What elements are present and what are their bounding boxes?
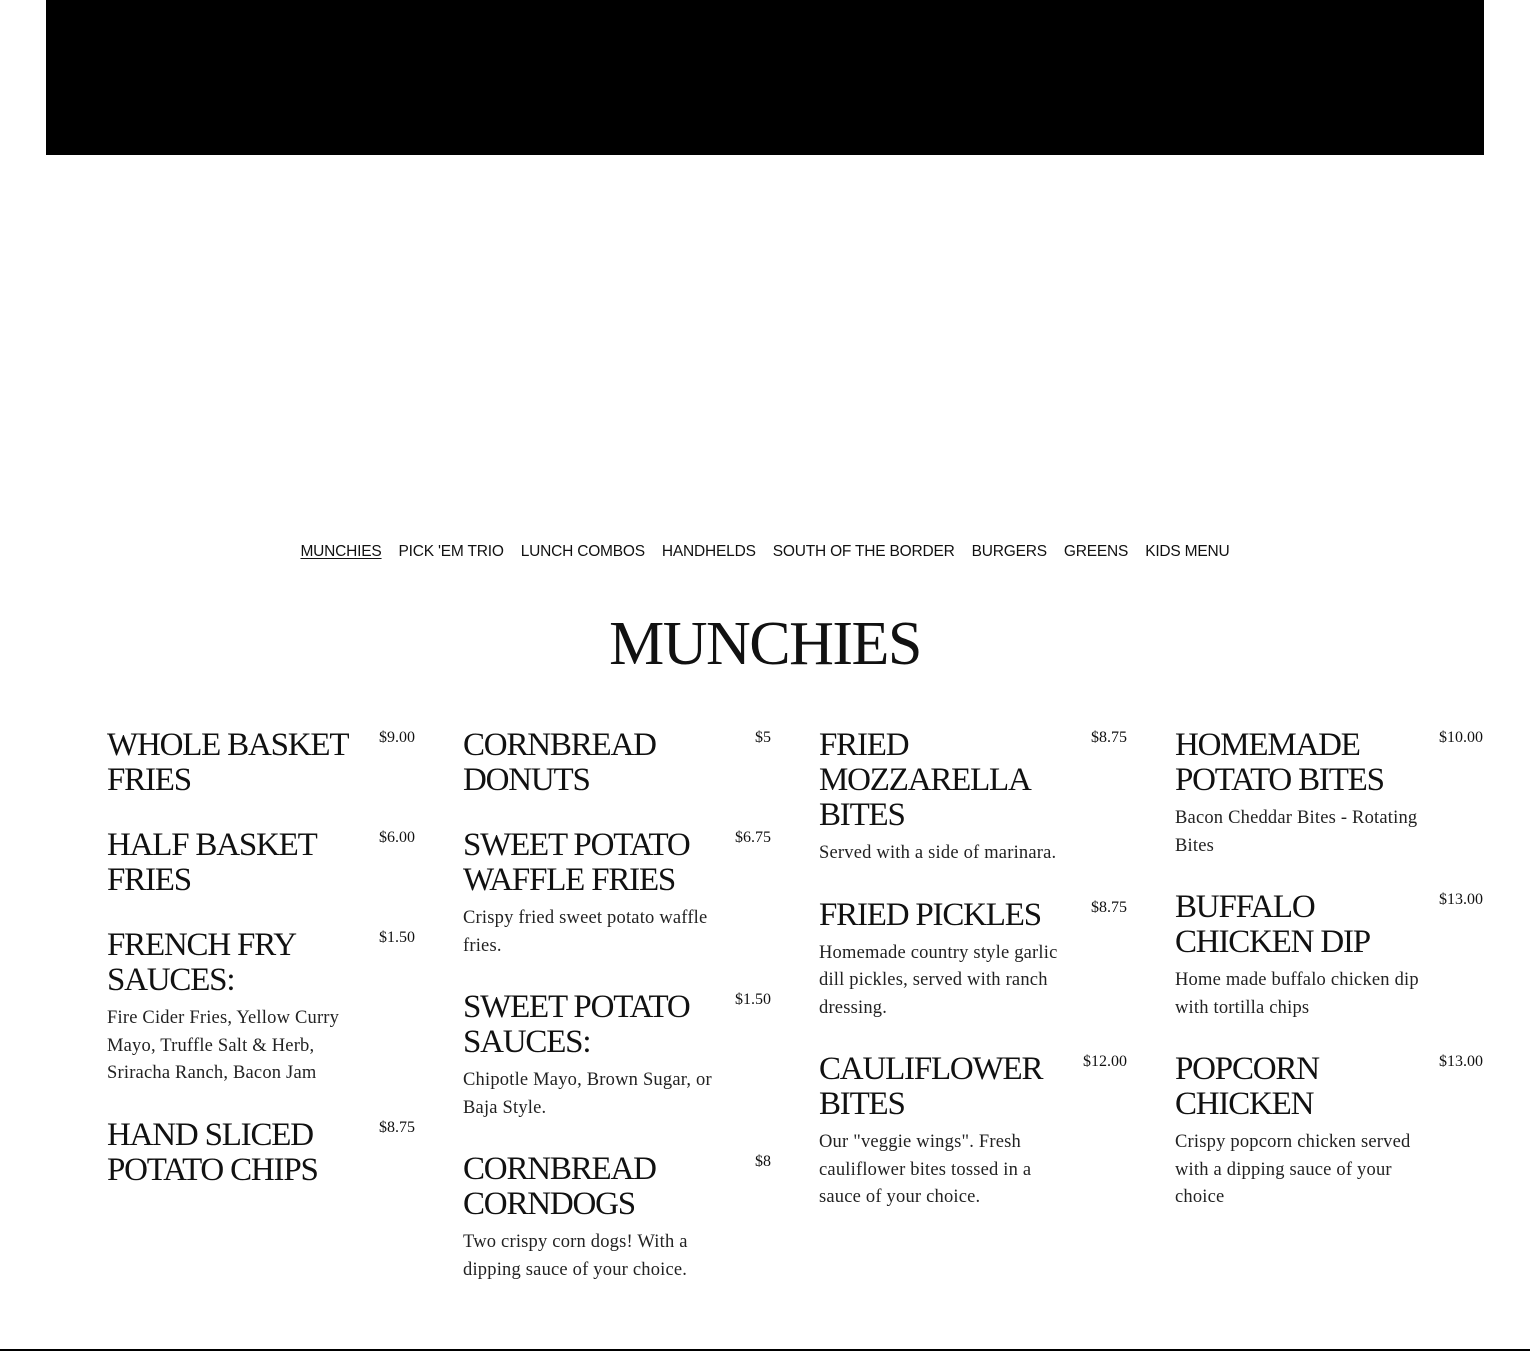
item-price: $1.50 [379,929,415,946]
item-name: HALF BASKET FRIES [107,827,316,898]
menu-column [819,728,1127,1242]
item-description: Bacon Cheddar Bites - Rotating Bites [1175,808,1418,856]
item-name: CORNBREAD CORNDOGS [463,1151,656,1222]
item-price: $13.00 [1439,1053,1483,1070]
item-price: $10.00 [1439,729,1483,746]
nav-tab-lunch-combos[interactable]: LUNCH COMBOS [520,543,645,560]
item-name: BUFFALO CHICKEN DIP [1175,889,1370,960]
menu-item [819,898,1127,1023]
menu-category-nav [0,543,1530,561]
item-description: Home made buffalo chicken dip with tortilla chips [1175,970,1419,1018]
menu-item [463,1152,771,1284]
item-price: $1.50 [735,991,771,1008]
item-description: Homemade country style garlic dill pickles, served with ranch dressing. [819,942,1058,1018]
item-name: WHOLE BASKET FRIES [107,727,348,798]
nav-tab-handhelds[interactable]: HANDHELDS [661,543,756,560]
item-description: Our "veggie wings". Fresh cauliflower bites tossed in a sauce of your choice. [819,1132,1032,1207]
item-description: Fire Cider Fries, Yellow Curry Mayo, Truffle Salt & Herb, Sriracha Ranch, Bacon Jam [107,1008,340,1083]
menu-item [107,728,415,798]
item-name: SWEET POTATO WAFFLE FRIES [463,827,690,898]
menu-column [1175,728,1483,1242]
menu-item [463,728,771,798]
item-name: FRENCH FRY SAUCES: [107,927,295,998]
nav-tab-munchies[interactable]: MUNCHIES [300,543,382,560]
nav-tab-south-of-the-border[interactable]: SOUTH OF THE BORDER [772,543,955,560]
nav-tab-burgers[interactable]: BURGERS [971,543,1047,560]
item-description: Served with a side of marinara. [819,843,1057,863]
item-description: Crispy popcorn chicken served with a dipping sauce of your choice [1175,1132,1411,1207]
menu-column [463,728,771,1314]
bottom-divider [0,1349,1530,1351]
item-name: HOMEMADE POTATO BITES [1175,727,1384,798]
item-price: $9.00 [379,729,415,746]
menu-item [819,1052,1127,1212]
menu-column [107,728,415,1218]
menu-item [819,728,1127,868]
nav-tab-greens[interactable]: GREENS [1063,543,1129,560]
hero-banner [46,0,1484,155]
item-description: Two crispy corn dogs! With a dipping sauce of your choice. [463,1232,688,1280]
menu-item [463,990,771,1122]
nav-tab-pick-em-trio[interactable]: PICK 'EM TRIO [398,543,504,560]
item-name: FRIED PICKLES [819,896,1041,933]
item-price: $6.00 [379,829,415,846]
item-name: HAND SLICED POTATO CHIPS [107,1116,318,1188]
item-price: $8.75 [1091,898,1127,916]
item-price: $6.75 [735,829,771,846]
menu-item [107,828,415,898]
item-description: Crispy fried sweet potato waffle fries. [463,908,708,956]
item-price: $5 [755,729,771,746]
menu-item [1175,728,1483,860]
menu-item [1175,1052,1483,1212]
item-price: $8.75 [379,1118,415,1136]
item-name: SWEET POTATO SAUCES: [463,989,690,1060]
item-name: CAULIFLOWER BITES [819,1051,1043,1122]
item-price: $12.00 [1083,1053,1127,1070]
section-title: MUNCHIES [609,610,921,678]
nav-tab-kids-menu[interactable]: KIDS MENU [1145,543,1230,560]
item-name: POPCORN CHICKEN [1175,1051,1319,1122]
item-name: CORNBREAD DONUTS [463,727,656,798]
menu-item [107,1118,415,1188]
menu-item [463,828,771,960]
item-price: $8 [755,1153,771,1170]
item-price: $8.75 [1091,729,1127,746]
menu-item [107,928,415,1088]
item-description: Chipotle Mayo, Brown Sugar, or Baja Style. [463,1070,712,1118]
menu-item [1175,890,1483,1022]
item-price: $13.00 [1439,891,1483,908]
item-name: FRIED MOZZARELLA BITES [819,727,1029,833]
